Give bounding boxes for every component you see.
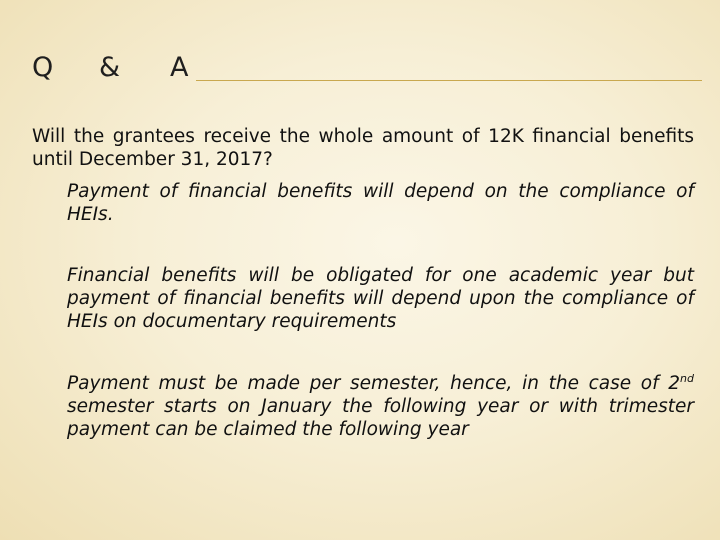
answer-semester-payment: [67, 372, 694, 441]
answer-obligation: Financial benefits will be obligated for one academic year but payment of financial benefits will depend upon the compliance of HEIs on documentary requirements: [67, 265, 694, 332]
title-underline: [196, 80, 702, 81]
question-text: Will the grantees receive the whole amount of 12K financial benefits until December 31, 2017?: [32, 126, 694, 170]
ordinal-suffix: nd: [680, 371, 694, 385]
title-ampersand: &: [99, 52, 121, 83]
answer-compliance: Payment of financial benefits will depend on the compliance of HEIs.: [67, 181, 694, 225]
answer-semester-text-start: Payment must be made per semester, hence, in the case of 2: [67, 373, 681, 394]
title-a: A: [170, 52, 189, 83]
answer-semester-text-end: semester starts on January the following year or with trimester payment can be claimed the following year: [67, 396, 694, 440]
title-q: Q: [32, 52, 54, 83]
slide-title: [0, 48, 720, 88]
